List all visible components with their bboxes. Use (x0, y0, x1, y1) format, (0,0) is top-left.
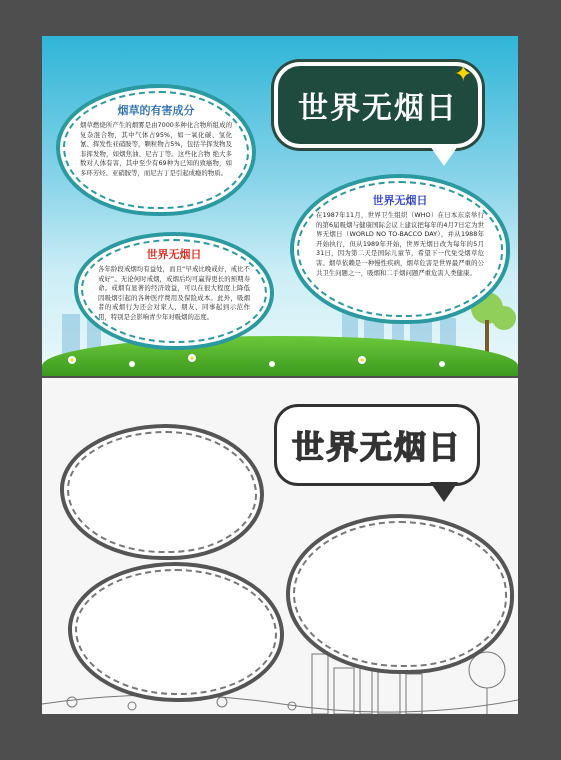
blank-bubble-top-left (60, 424, 264, 560)
title-board (274, 62, 482, 148)
blank-bubble-right (286, 514, 514, 674)
building-icon (406, 674, 422, 714)
tree-icon (492, 306, 516, 330)
bubble-text: 烟草燃烧所产生的烟雾是由7000多种化合物所组成的复杂混合物，其中气体占95%，如一氧化碳、氢化氰、挥发性亚硝胺等，颗粒物占5%，包括半挥发物及非挥发物，如烟焦油、尼古丁等。这些化合物 绝大多数对人体有害，其中至少有69种为已知的致癌物，如多环芳烃、亚硝胺等，而尼古丁是引起成瘾的物质。 (80, 121, 232, 177)
outline-poster (42, 378, 518, 714)
bubble-title: 世界无烟日 (372, 194, 428, 207)
star-icon: ✦ (454, 62, 473, 87)
bubble-title: 世界无烟日 (146, 248, 202, 261)
flowers-illustration (42, 346, 518, 372)
board-tail (430, 146, 458, 166)
outline-board-title: 世界无烟日 (291, 428, 462, 466)
flower-icon (269, 361, 275, 367)
bubble-title: 烟草的有害成分 (117, 104, 195, 117)
flower-icon (67, 697, 77, 707)
flower-icon (217, 697, 227, 707)
board-title: 世界无烟日 (298, 91, 458, 126)
flower-icon (439, 361, 445, 367)
blank-bubble-bottom-left (68, 562, 284, 702)
building-icon (334, 668, 354, 714)
info-bubble-history (290, 174, 510, 324)
info-bubble-harmful (56, 84, 256, 216)
info-bubble-quit (74, 232, 274, 350)
flower-icon (129, 361, 135, 367)
color-poster (42, 36, 518, 376)
flower-icon (128, 702, 136, 710)
outline-title-board (274, 404, 480, 486)
bubble-text: 在1987年11月，世界卫生组织（WHO）在日本东京举行的第6届吸烟与健康国际会议上建议把每年的4月7日定为世界无烟日（WORLD NO TO-BACCO DAY），并从1988年开始执行，但从1989年开始，世界无烟日改为每年的5月31日，因为第二天是国际儿童节，希望下一代免受烟草危害。烟草依赖是一种慢性疾病，烟草危害是世界最严重的公共卫生问题之一，吸烟和二手烟问题严重危害人类健康。 (316, 211, 484, 277)
tree-icon (469, 652, 505, 688)
bubble-text: 各年龄段戒烟均有益处，而且“早戒比晚戒好，戒比不戒好”。无论何时戒烟，戒烟后均可赢得更长的预期寿命。戒烟有显著的经济效益，可以在很大程度上降低因吸烟引起的各种医疗费用及保险成本。此外，吸烟者的戒烟行为还会对家人、朋友、同事起到示范作用，特别是会影响青少年对吸烟的态度。 (98, 265, 250, 321)
building-icon (312, 654, 328, 714)
outline-board-tail (430, 482, 458, 502)
